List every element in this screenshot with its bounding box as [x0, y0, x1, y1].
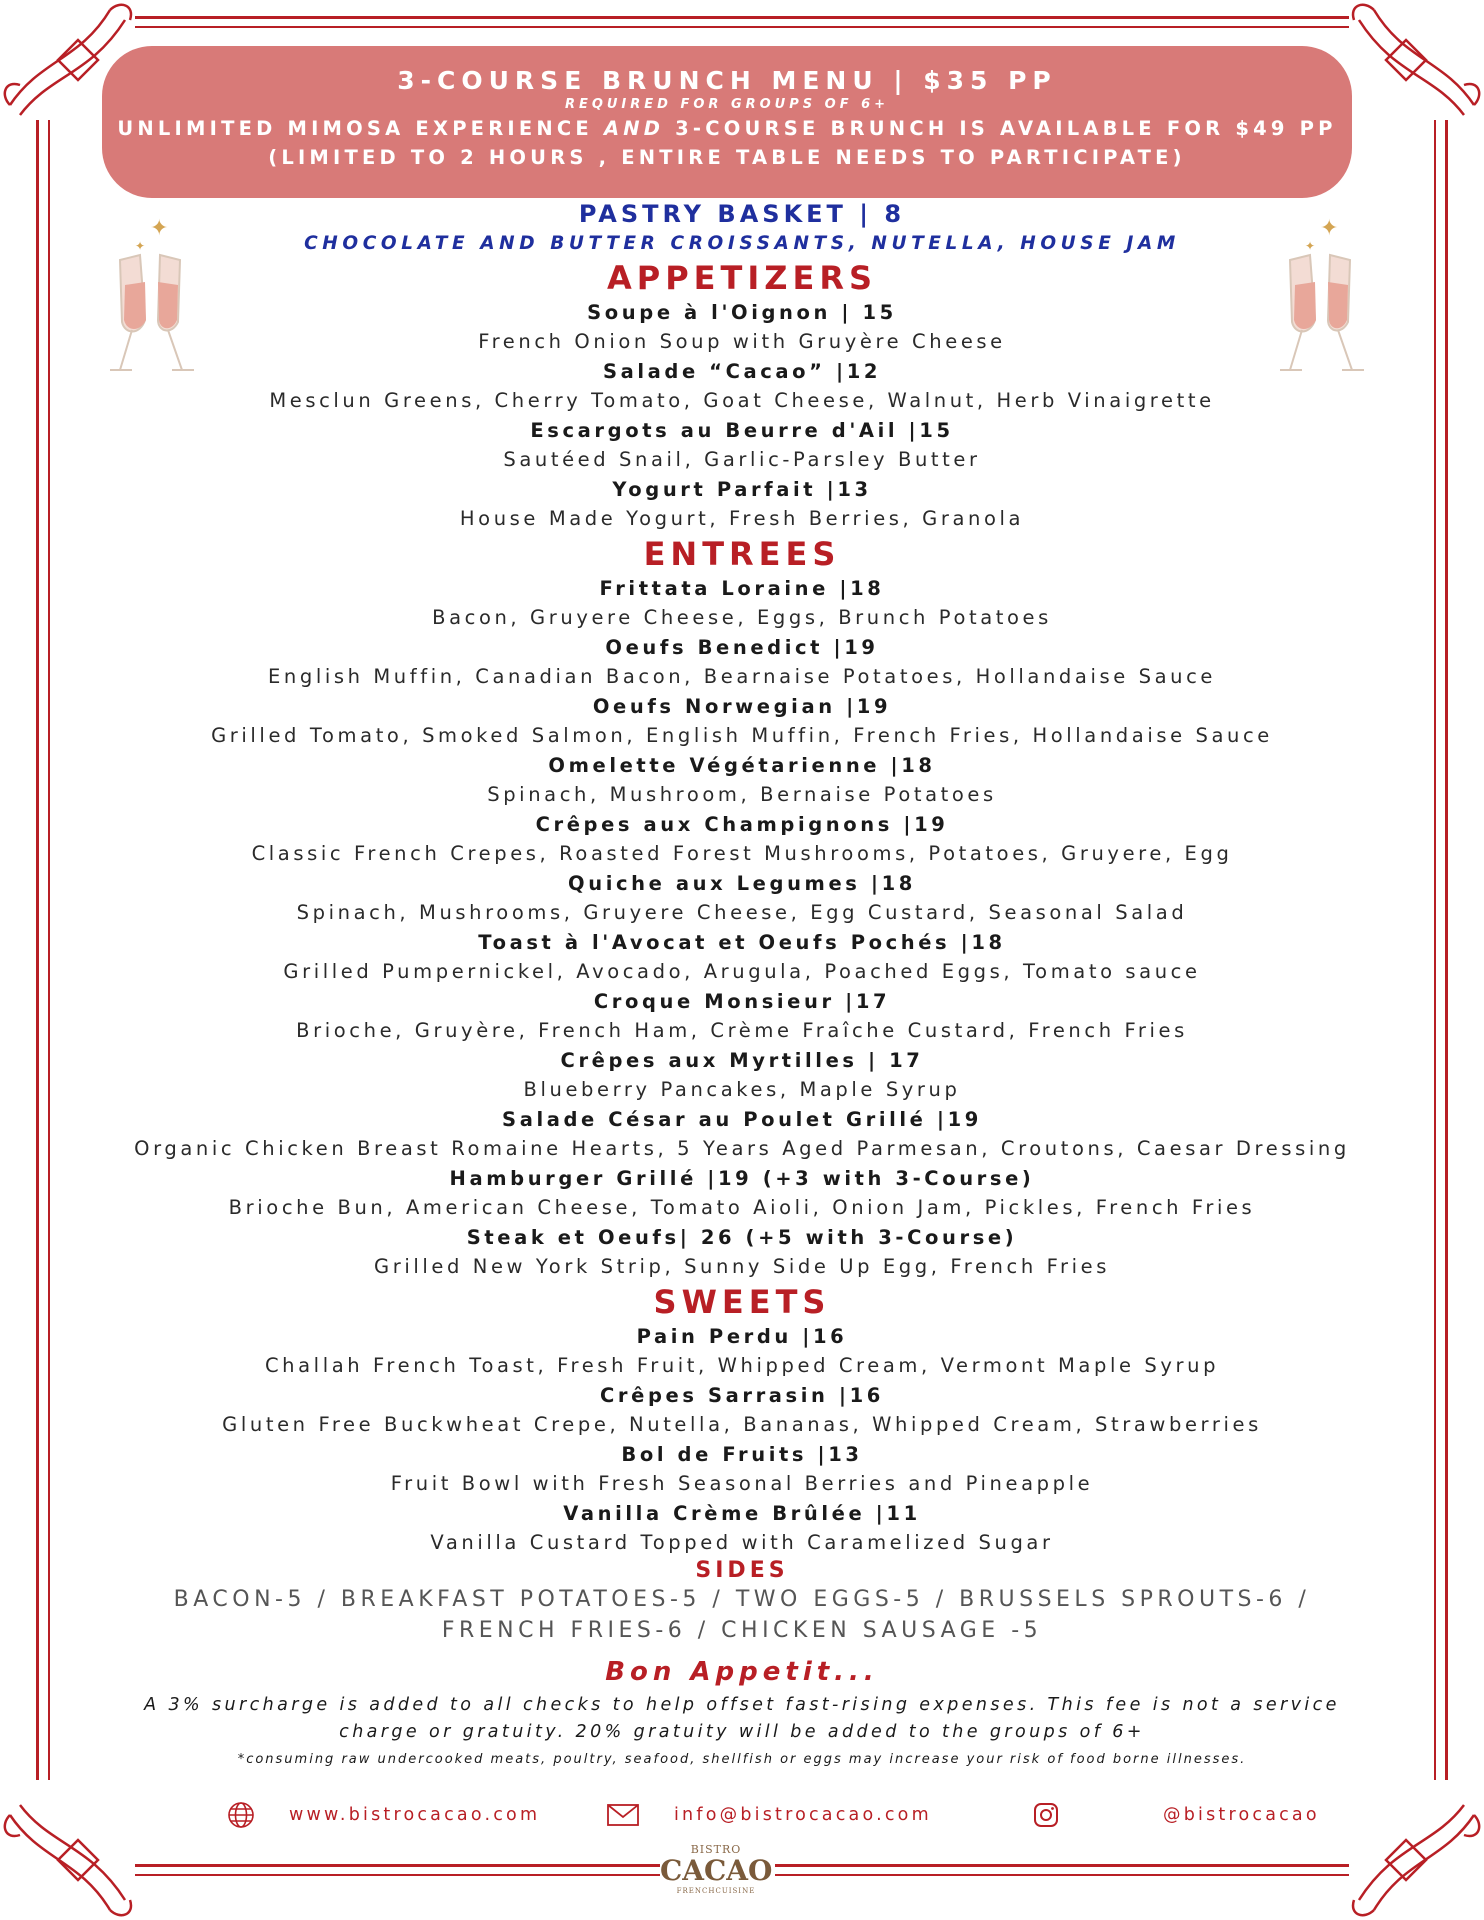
menu-item-name: Toast à l'Avocat et Oeufs Pochés |18 — [478, 931, 1006, 954]
menu-item-desc: Gluten Free Buckwheat Crepe, Nutella, Bananas, Whipped Cream, Strawberries — [222, 1413, 1262, 1436]
menu-item-name: Pain Perdu |16 — [636, 1325, 848, 1348]
menu-item-desc: Challah French Toast, Fresh Fruit, Whipped Cream, Vermont Maple Syrup — [264, 1354, 1220, 1377]
frame-right-line-2 — [1445, 120, 1448, 1780]
menu-item-desc: Grilled Pumpernickel, Avocado, Arugula, Poached Eggs, Tomato sauce — [283, 960, 1201, 983]
frame-bottom-line-3 — [775, 1864, 1349, 1867]
website-link[interactable]: www.bistrocacao.com — [289, 1805, 541, 1825]
frame-left-line-2 — [48, 120, 50, 1780]
sides-line-1: BACON-5 / BREAKFAST POTATOES-5 / TWO EGGS-5 / BRUSSELS SPROUTS-6 / — [173, 1587, 1311, 1612]
banner-mimosa-post: 3-COURSE BRUNCH IS AVAILABLE FOR $49 PP — [664, 117, 1337, 140]
email-link[interactable]: info@bistrocacao.com — [674, 1805, 932, 1825]
menu-item-name: Salade “Cacao” |12 — [602, 360, 882, 383]
menu-item-desc: Spinach, Mushrooms, Gruyere Cheese, Egg Custard, Seasonal Salad — [296, 901, 1188, 924]
entrees-title: ENTREES — [643, 535, 841, 573]
banner-mimosa-pre: UNLIMITED MIMOSA EXPERIENCE — [117, 117, 604, 140]
menu-item-name: Vanilla Crème Brûlée |11 — [563, 1502, 921, 1525]
instagram-icon — [1031, 1800, 1061, 1830]
logo-bistro-text: BISTRO — [690, 1843, 742, 1856]
frame-bottom-line-2 — [135, 1874, 660, 1876]
surcharge-note-1: A 3% surcharge is added to all checks to help offset fast-rising expenses. This fee is not a service — [144, 1695, 1340, 1715]
menu-item-desc: Brioche, Gruyère, French Ham, Crème Fraîche Custard, French Fries — [296, 1019, 1188, 1042]
bon-appetit-heading: Bon Appetit... — [605, 1657, 879, 1687]
menu-item-name: Omelette Végétarienne |18 — [548, 754, 936, 777]
menu-item-desc: House Made Yogurt, Fresh Berries, Granola — [459, 507, 1025, 530]
sides-line-2: FRENCH FRIES-6 / CHICKEN SAUSAGE -5 — [441, 1618, 1043, 1643]
sides-title: SIDES — [695, 1558, 789, 1583]
menu-item-desc: Sautéed Snail, Garlic-Parsley Butter — [503, 448, 981, 471]
banner-mimosa-line — [102, 114, 1352, 143]
menu-item-desc: English Muffin, Canadian Bacon, Bearnaise Potatoes, Hollandaise Sauce — [267, 665, 1217, 688]
menu-item-desc: Organic Chicken Breast Romaine Hearts, 5 Years Aged Parmesan, Croutons, Caesar Dressing — [134, 1137, 1350, 1160]
corner-ornament-top-right-icon — [1344, 0, 1484, 140]
banner-mimosa-and: AND — [603, 117, 665, 140]
frame-bottom-line-1 — [135, 1864, 660, 1867]
menu-item-name: Frittata Loraine |18 — [599, 577, 885, 600]
menu-item-name: Hamburger Grillé |19 (+3 with 3-Course) — [449, 1167, 1035, 1190]
menu-item-name: Crêpes aux Myrtilles | 17 — [560, 1049, 924, 1072]
menu-item-desc: Classic French Crepes, Roasted Forest Mushrooms, Potatoes, Gruyere, Egg — [251, 842, 1233, 865]
bistro-cacao-logo — [660, 1844, 772, 1914]
svg-text:✦: ✦ — [1305, 239, 1316, 253]
menu-content — [60, 198, 1424, 1771]
menu-item-name: Soupe à l'Oignon | 15 — [587, 301, 897, 324]
menu-item-name: Croque Monsieur |17 — [593, 990, 891, 1013]
frame-left-line-1 — [36, 120, 39, 1780]
menu-item-desc: Grilled Tomato, Smoked Salmon, English Muffin, French Fries, Hollandaise Sauce — [211, 724, 1273, 747]
menu-item-desc: Vanilla Custard Topped with Caramelized Sugar — [430, 1531, 1054, 1554]
corner-ornament-bottom-right-icon — [1344, 1780, 1484, 1920]
menu-item-name: Crêpes Sarrasin |16 — [600, 1384, 884, 1407]
menu-item-name: Quiche aux Legumes |18 — [568, 872, 916, 895]
menu-item-desc: Spinach, Mushroom, Bernaise Potatoes — [487, 783, 997, 806]
menu-item-name: Bol de Fruits |13 — [621, 1443, 863, 1466]
surcharge-note-2: charge or gratuity. 20% gratuity will be added to the groups of 6+ — [339, 1722, 1145, 1742]
banner-subtitle: REQUIRED FOR GROUPS OF 6+ — [564, 97, 890, 112]
pastry-desc: CHOCOLATE AND BUTTER CROISSANTS, NUTELLA, HOUSE JAM — [304, 233, 1180, 254]
sweets-title: SWEETS — [653, 1283, 831, 1321]
logo-cuisine-text: FRENCHCUISINE — [676, 1887, 756, 1895]
menu-item-desc: Fruit Bowl with Fresh Seasonal Berries and Pineapple — [390, 1472, 1094, 1495]
menu-item-desc: Blueberry Pancakes, Maple Syrup — [523, 1078, 961, 1101]
logo-cacao-text: CACAO — [660, 1854, 773, 1887]
corner-ornament-bottom-left-icon — [0, 1780, 140, 1920]
menu-item-name: Yogurt Parfait |13 — [612, 478, 872, 501]
menu-item-desc: Mesclun Greens, Cherry Tomato, Goat Cheese, Walnut, Herb Vinaigrette — [269, 389, 1215, 412]
mail-icon — [606, 1800, 640, 1830]
brunch-banner — [102, 46, 1352, 198]
frame-top-line-2 — [135, 26, 1349, 28]
banner-limit-line: (LIMITED TO 2 HOURS , ENTIRE TABLE NEEDS TO PARTICIPATE) — [268, 146, 1186, 169]
menu-item-name: Steak et Oeufs| 26 (+5 with 3-Course) — [466, 1226, 1018, 1249]
appetizers-title: APPETIZERS — [606, 259, 877, 297]
pastry-title: PASTRY BASKET | 8 — [578, 200, 906, 228]
frame-bottom-line-4 — [775, 1874, 1349, 1876]
menu-item-name: Crêpes aux Champignons |19 — [535, 813, 949, 836]
menu-item-name: Oeufs Norwegian |19 — [592, 695, 892, 718]
frame-top-line-1 — [135, 16, 1349, 19]
menu-item-name: Oeufs Benedict |19 — [605, 636, 879, 659]
raw-food-warning: *consuming raw undercooked meats, poultry, seafood, shellfish or eggs may increase your risk of food borne illnesses. — [237, 1752, 1247, 1767]
menu-item-desc: Grilled New York Strip, Sunny Side Up Egg, French Fries — [374, 1255, 1110, 1278]
svg-text:✦: ✦ — [150, 216, 169, 241]
banner-title: 3-COURSE BRUNCH MENU | $35 PP — [397, 66, 1057, 95]
svg-text:✦: ✦ — [135, 239, 146, 253]
instagram-handle[interactable]: @bistrocacao — [1163, 1805, 1320, 1825]
menu-item-name: Escargots au Beurre d'Ail |15 — [530, 419, 954, 442]
menu-item-desc: Brioche Bun, American Cheese, Tomato Aioli, Onion Jam, Pickles, French Fries — [228, 1196, 1256, 1219]
menu-item-name: Salade César au Poulet Grillé |19 — [502, 1108, 982, 1131]
menu-item-desc: French Onion Soup with Gruyère Cheese — [478, 330, 1006, 353]
svg-text:✦: ✦ — [1320, 216, 1339, 241]
frame-right-line-1 — [1434, 120, 1436, 1780]
globe-icon — [226, 1800, 256, 1830]
menu-item-desc: Bacon, Gruyere Cheese, Eggs, Brunch Potatoes — [432, 606, 1052, 629]
